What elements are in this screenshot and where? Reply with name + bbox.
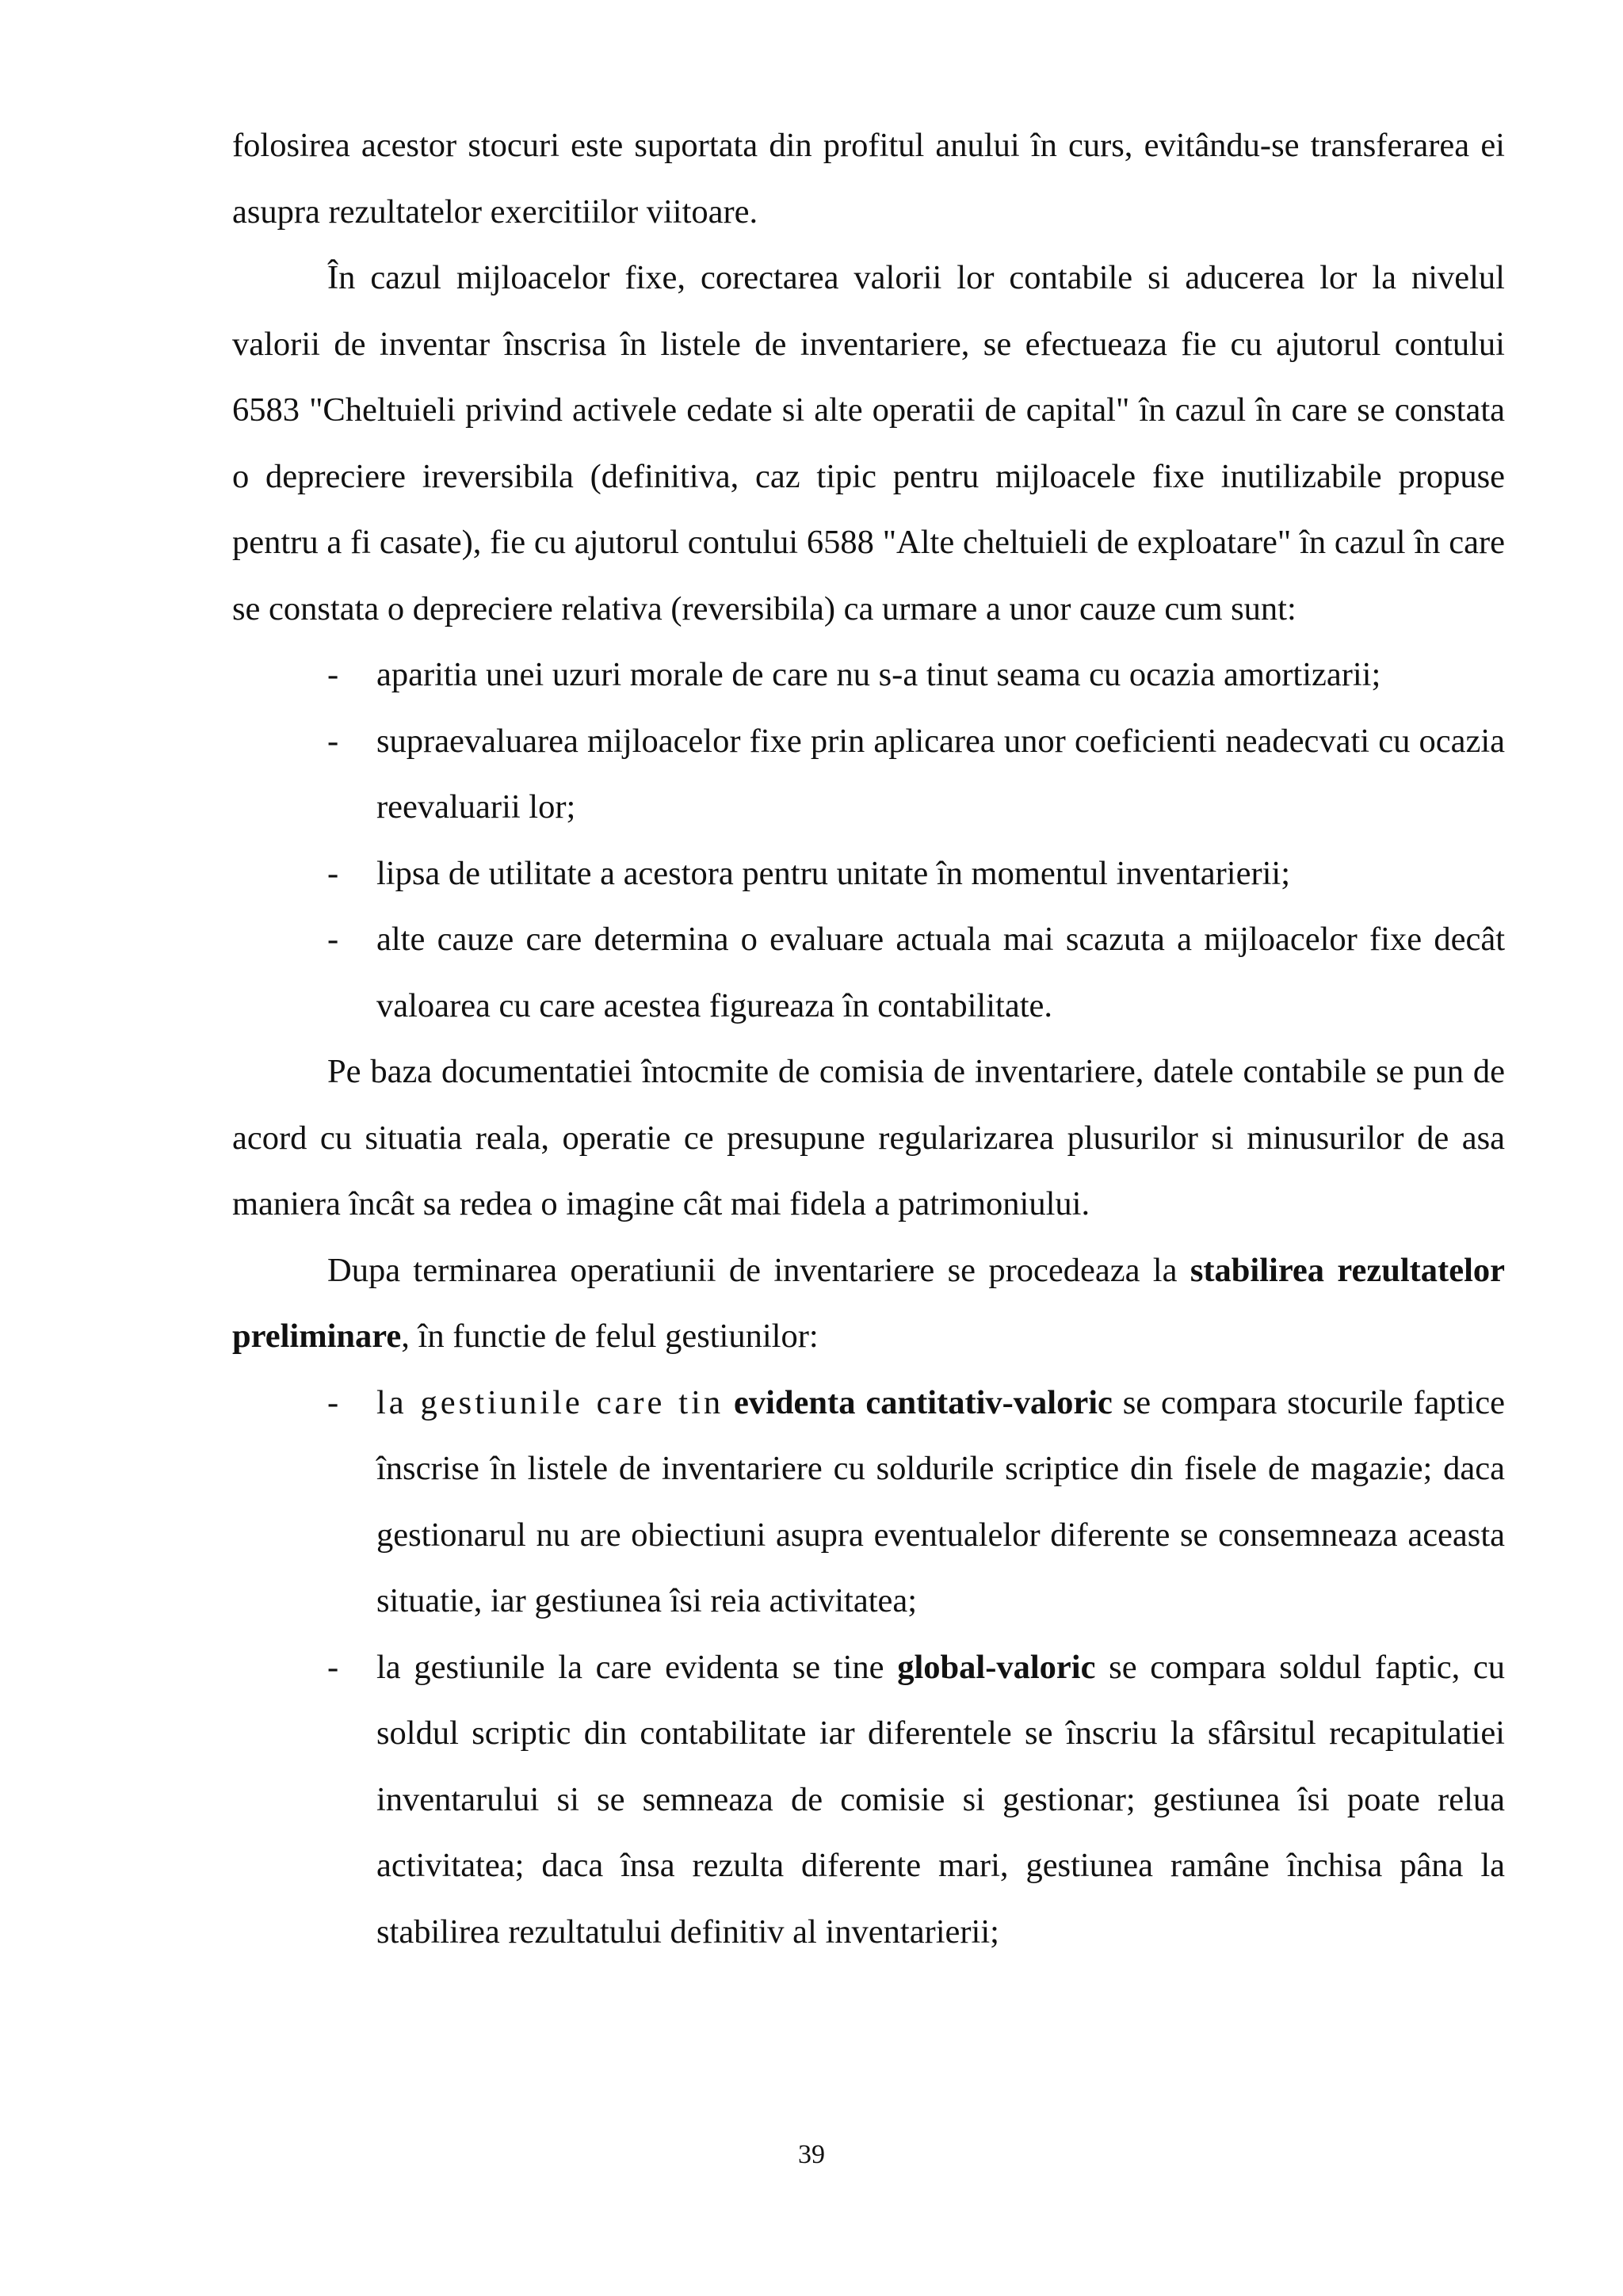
list-item [232, 906, 1505, 1039]
list-item-text [724, 1384, 734, 1421]
list-item-text: lipsa de utilitate a acestora pentru unitate în momentul inventarierii; [376, 854, 1291, 892]
paragraph-documentation: Pe baza documentatiei întocmite de comisia de inventariere, datele contabile se pun de acord cu situatia reala, operatie ce presupune regularizarea plusurilor si minusurilor de asa maniera încât sa redea o imagine cât mai fidela a patrimoniului. [232, 1053, 1505, 1222]
bold-term: stabilirea rezultatelor preliminare [232, 1251, 1505, 1355]
list-item-text: alte cauze care determina o evaluare actuala mai scazuta a mijloacelor fixe decât valoarea cu care acestea figureaza în contabilitate. [376, 921, 1505, 1024]
list-item [232, 642, 1505, 708]
list-item [232, 1370, 1505, 1634]
list-management-types [232, 1370, 1505, 1966]
dash-bullet: - [327, 656, 339, 693]
list-item [232, 841, 1505, 907]
list-item-text: se compara stocurile faptice înscrise în listele de inventariere cu soldurile scriptice din fisele de magazie; daca gestionarul nu are obiectiuni asupra eventualelor diferente se consemneaza aceasta situatie, iar gestiunea îsi reia activitatea; [376, 1383, 1506, 1619]
page-body [232, 113, 1505, 1965]
paragraph-fixed-assets: În cazul mijloacelor fixe, corectarea valorii lor contabile si aducerea lor la nivelul valorii de inventar înscrisa în listele de inventariere, se efectueaza fie cu ajutorul contului 6583 "Cheltuieli privind activele cedate si alte operatii de capital" în cazul în care se constata o depreciere ireversibila (definitiva, caz tipic pentru mijloacele fixe inutilizabile propuse pentru a fi casate), fie cu ajutorul contului 6588 "Alte cheltuieli de exploatare" în cazul în care se constata o depreciere relativa (reversibila) ca urmare a unor cauze cum sunt: [232, 259, 1505, 627]
list-item-text: la gestiunile la care evidenta se tine [376, 1648, 898, 1686]
paragraph-continuation: folosirea acestor stocuri este suportata din profitul anului în curs, evitându-se transferarea ei asupra rezultatelor exercitiilor viitoare. [232, 127, 1505, 231]
bold-term: evidenta cantitativ-valoric [734, 1383, 1113, 1421]
dash-bullet: - [327, 1383, 339, 1421]
bold-term: global-valoric [897, 1648, 1096, 1686]
list-item [232, 708, 1505, 841]
list-depreciation-causes [232, 642, 1505, 1039]
list-item-text: se compara soldul faptic, cu soldul scriptic din contabilitate iar diferentele se înscriu la sfârsitul recapitulatiei inventarului si se semneaza de comisie si gestionar; gestiunea îsi poate relua activitatea; daca însa rezulta diferente mari, gestiunea ramâne închisa pâna la stabilirea rezultatului definitiv al inventarierii; [376, 1648, 1505, 1951]
list-item-text: aparitia unei uzuri morale de care nu s-a tinut seama cu ocazia amortizarii; [376, 656, 1381, 693]
paragraph-text: Dupa terminarea operatiunii de inventariere se procedeaza la [327, 1251, 1190, 1289]
list-item [232, 1634, 1505, 1966]
paragraph-preliminary-results [232, 1238, 1505, 1370]
dash-bullet: - [327, 1648, 339, 1686]
paragraph-text: , în functie de felul gestiunilor: [401, 1318, 819, 1355]
dash-bullet: - [327, 722, 339, 760]
dash-bullet: - [327, 854, 339, 892]
page-number: 39 [798, 2140, 825, 2169]
dash-bullet: - [327, 921, 339, 958]
list-item-text: la gestiunile care tin [376, 1383, 724, 1421]
list-item-text: supraevaluarea mijloacelor fixe prin aplicarea unor coeficienti neadecvati cu ocazia reevaluarii lor; [376, 722, 1505, 826]
